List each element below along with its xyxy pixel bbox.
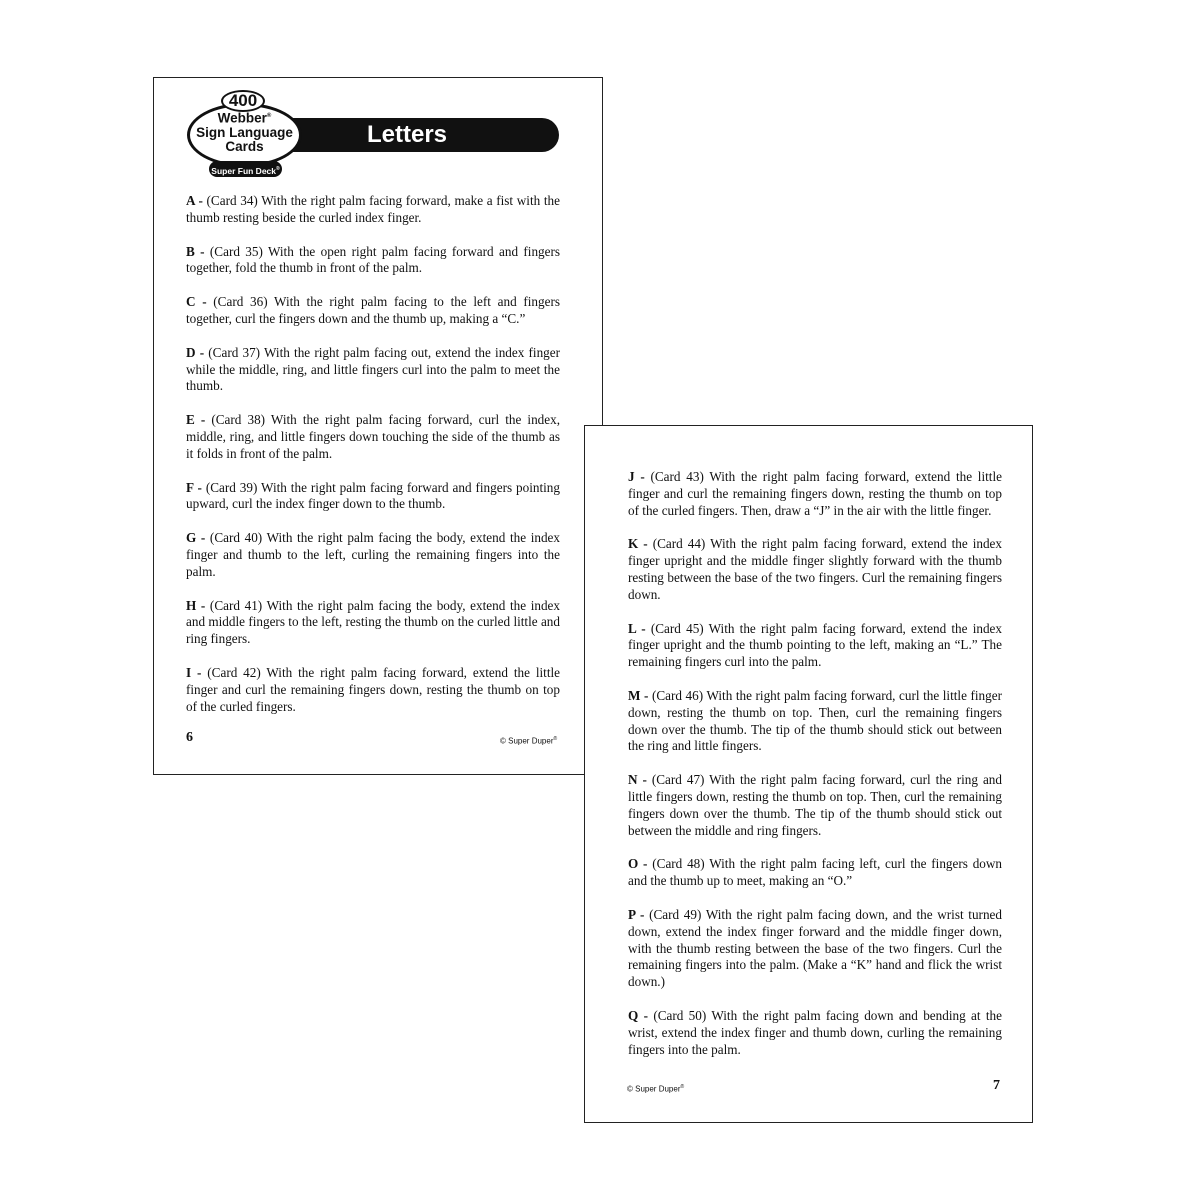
copyright: © Super Duper® — [500, 736, 558, 746]
logo-line-2: Sign Language — [196, 124, 293, 140]
entry-g: G - (Card 40) With the right palm facing the body, extend the index finger and thumb to the left, curling the remaining fingers into the palm. — [186, 530, 560, 579]
right-page — [584, 425, 1033, 1123]
entry-k: K - (Card 44) With the right palm facing forward, extend the index finger upright and the middle finger slightly forward with the thumb resting between the base of the two fingers. Curl the remaining fingers down. — [628, 536, 1002, 602]
entry-p: P - (Card 49) With the right palm facing down, and the wrist turned down, extend the index finger forward and the middle finger down, with the thumb resting between the base of the two fingers. Curl the remaining fingers into the palm. (Make a “K” hand and flick the wrist down.) — [628, 906, 1002, 990]
copyright: © Super Duper® — [627, 1084, 685, 1094]
entry-f: F - (Card 39) With the right palm facing forward and fingers pointing upward, curl the index finger down to the thumb. — [186, 479, 560, 512]
logo-count-badge: 400 — [221, 90, 265, 112]
left-page — [153, 77, 603, 775]
entry-i: I - (Card 42) With the right palm facing forward, extend the little finger and curl the remaining fingers down, resting the thumb on top of the curled fingers. — [186, 664, 561, 714]
entry-o: O - (Card 48) With the right palm facing left, curl the fingers down and the thumb up to meet, making an “O.” — [628, 856, 1002, 889]
entry-c: C - (Card 36) With the right palm facing to the left and fingers together, curl the fingers down and the thumb up, making a “C.” — [186, 294, 560, 326]
title-bar — [287, 118, 559, 152]
page-number: 7 — [993, 1078, 1000, 1093]
entry-j: J - (Card 43) With the right palm facing forward, extend the little finger and curl the remaining fingers down, resting the thumb on top of the curled fingers. Then, draw a “J” in the air with the little finger. — [628, 469, 1002, 518]
webber-logo — [187, 90, 302, 180]
left-entries — [186, 193, 560, 732]
entry-m: M - (Card 46) With the right palm facing forward, curl the little finger down, resting the thumb on top. Then, curl the remaining fingers down over the thumb. The tip of the thumb should stick out between the ring and little fingers. — [628, 687, 1002, 754]
logo-line-3: Cards — [225, 138, 264, 154]
entry-n: N - (Card 47) With the right palm facing forward, curl the ring and little fingers down, resting the thumb on top. Then, curl the remaining fingers down over the thumb. The tip of the thumb should stick out between the middle and ring fingers. — [628, 772, 1002, 838]
entry-b: B - (Card 35) With the open right palm facing forward and fingers together, fold the thumb in front of the palm. — [186, 243, 561, 276]
page-title: Letters — [366, 121, 448, 148]
logo-text — [187, 109, 302, 154]
logo-ribbon: Super Fun Deck® — [209, 161, 282, 177]
logo-brand: Webber® — [217, 110, 272, 126]
entry-e: E - (Card 38) With the right palm facing forward, curl the index, middle, ring, and little fingers down touching the side of the thumb as it folds in front of the palm. — [186, 412, 560, 461]
entry-a: A - (Card 34) With the right palm facing forward, make a fist with the thumb resting beside the curled index finger. — [186, 193, 560, 225]
entry-d: D - (Card 37) With the right palm facing out, extend the index finger while the middle, ring, and little fingers curl into the palm to meet the thumb. — [186, 344, 560, 394]
entry-h: H - (Card 41) With the right palm facing the body, extend the index and middle fingers to the left, resting the thumb on the curled little and ring fingers. — [186, 597, 560, 647]
page-number: 6 — [186, 730, 193, 745]
right-entries — [628, 469, 1002, 1075]
entry-l: L - (Card 45) With the right palm facing forward, extend the index finger upright and the thumb pointing to the left, making an “L.” The remaining fingers curl into the palm. — [628, 620, 1003, 670]
entry-q: Q - (Card 50) With the right palm facing down and bending at the wrist, extend the index finger and thumb down, curling the remaining fingers into the palm. — [628, 1007, 1002, 1057]
